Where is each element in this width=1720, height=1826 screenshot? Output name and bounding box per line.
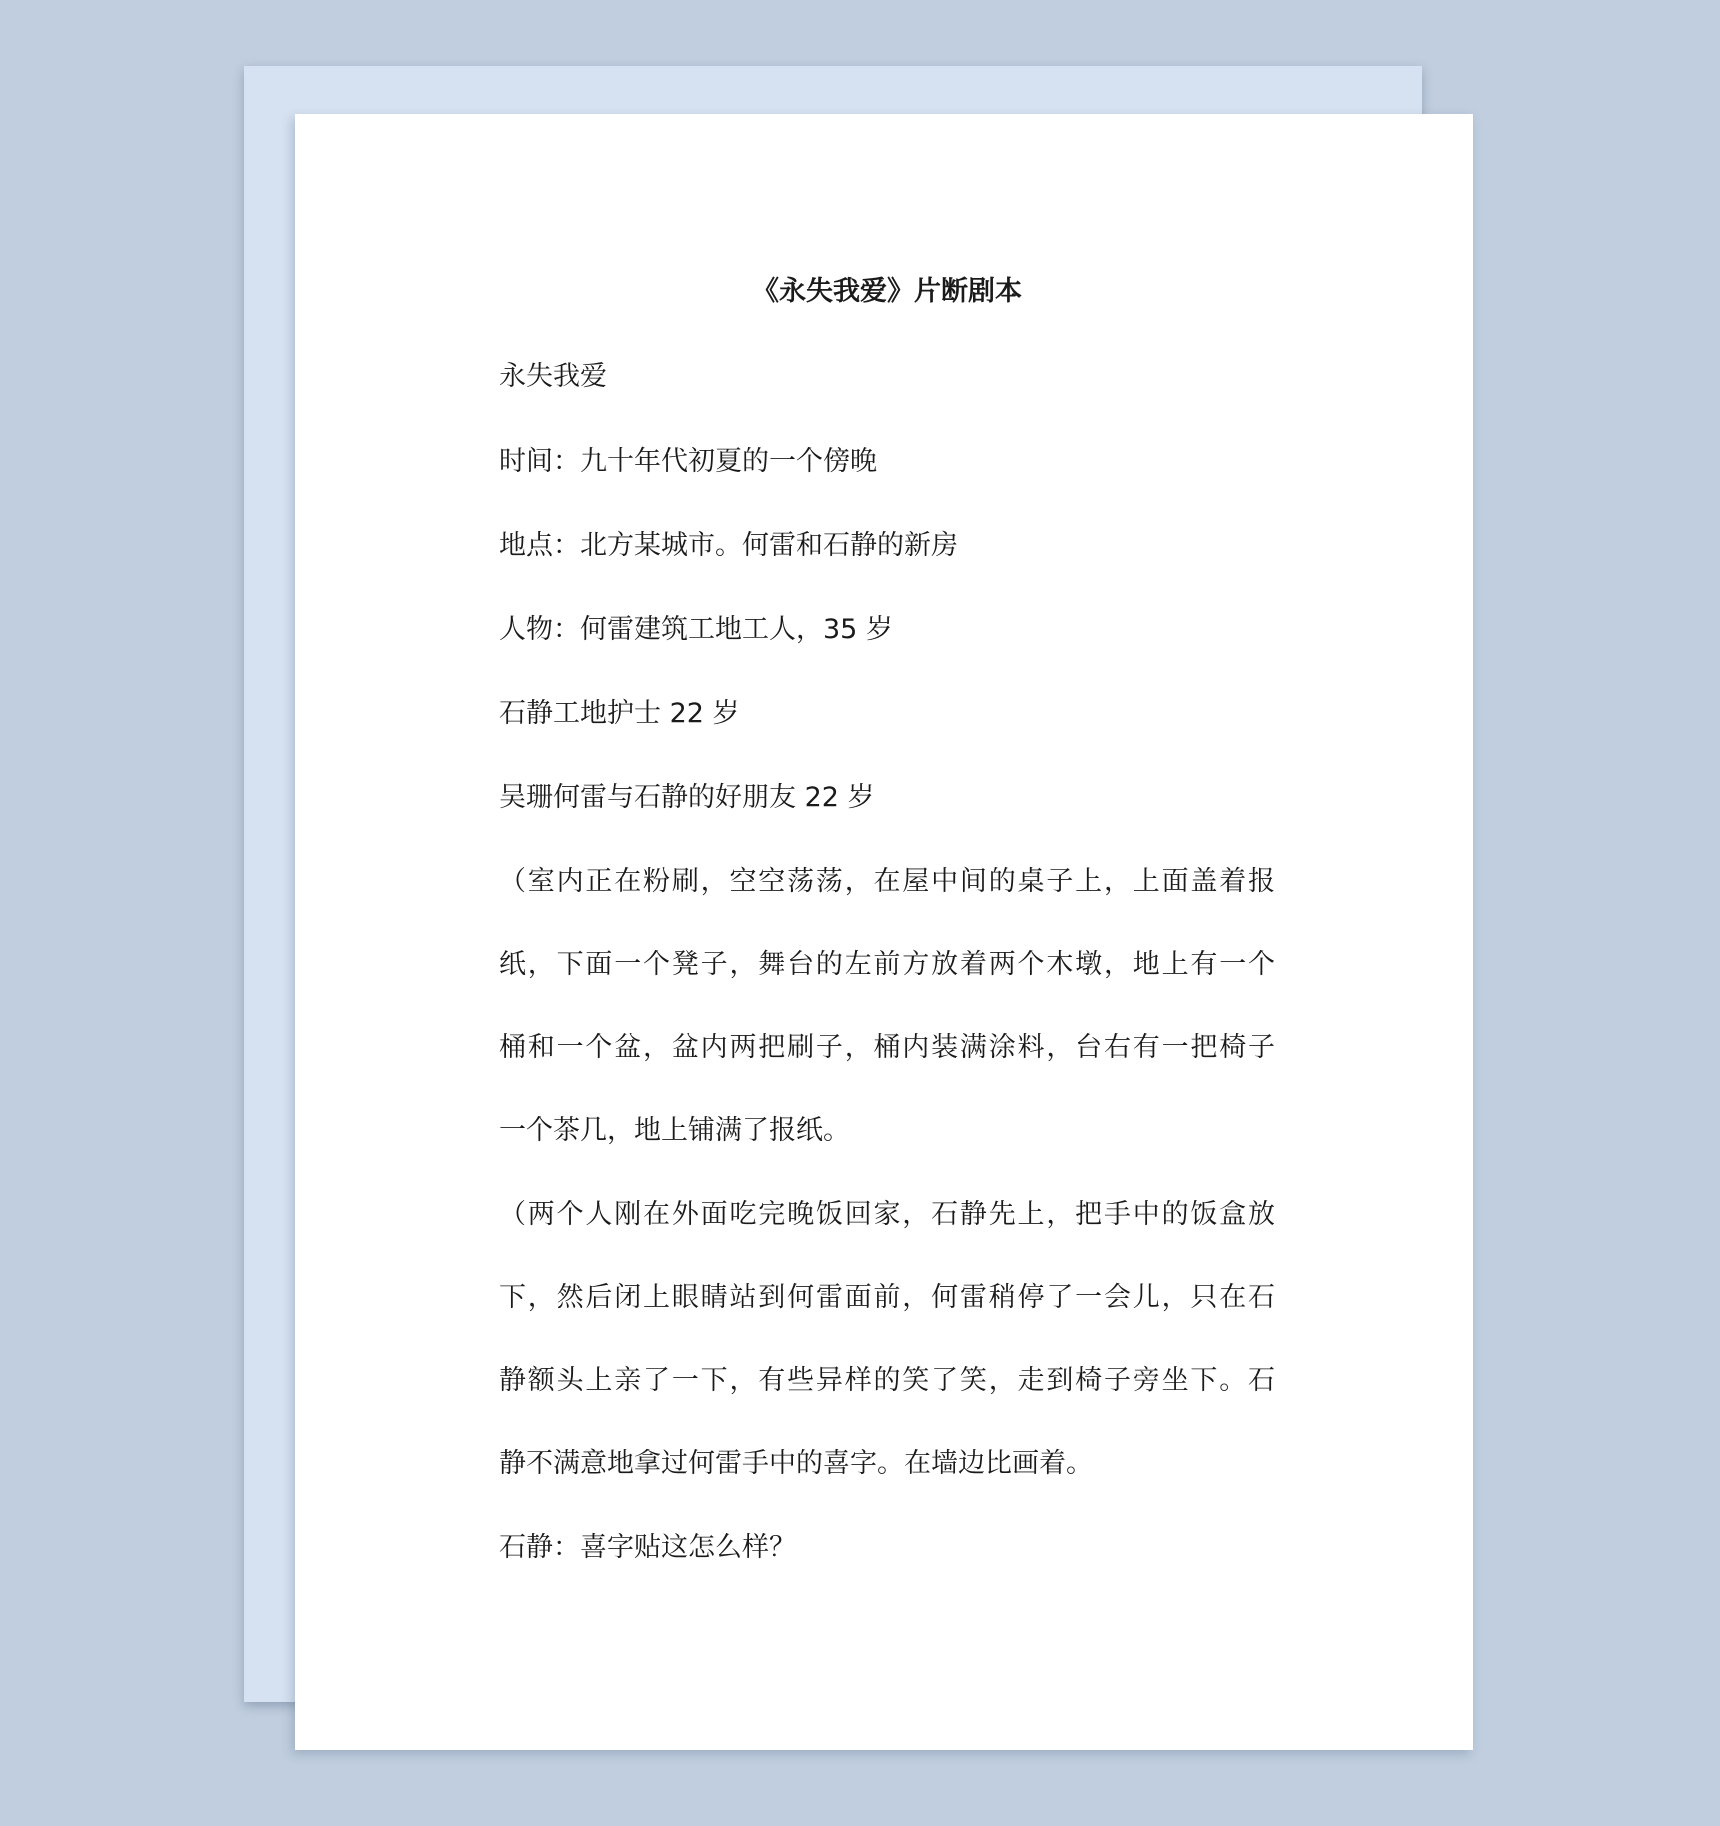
characters-line: 人物：何雷建筑工地工人，35 岁	[499, 614, 893, 645]
stage-direction-line: 桶和一个盆，盆内两把刷子，桶内装满涂料，台右有一把椅子	[499, 1032, 1275, 1063]
location-line: 地点：北方某城市。何雷和石静的新房	[499, 530, 958, 561]
document-page	[295, 114, 1473, 1750]
stage-direction-line: （室内正在粉刷，空空荡荡，在屋中间的桌子上，上面盖着报	[499, 866, 1275, 897]
document-title: 《永失我爱》片断剧本	[752, 276, 1022, 307]
stage-direction-line: 静不满意地拿过何雷手中的喜字。在墙边比画着。	[499, 1448, 1093, 1479]
dialogue-line: 石静：喜字贴这怎么样？	[499, 1532, 796, 1563]
stage-direction-line: 纸，下面一个凳子，舞台的左前方放着两个木墩，地上有一个	[499, 949, 1275, 980]
stage-direction-line: 一个茶几，地上铺满了报纸。	[499, 1115, 850, 1146]
character-shijing-line: 石静工地护士 22 岁	[499, 698, 740, 729]
stage-direction-line: 下，然后闭上眼睛站到何雷面前，何雷稍停了一会儿，只在石	[499, 1282, 1275, 1313]
stage-direction-line: （两个人刚在外面吃完晚饭回家，石静先上，把手中的饭盒放	[499, 1199, 1275, 1230]
character-wushan-line: 吴珊何雷与石静的好朋友 22 岁	[499, 782, 875, 813]
stage-direction-line: 静额头上亲了一下，有些异样的笑了笑，走到椅子旁坐下。石	[499, 1365, 1275, 1396]
script-title-line: 永失我爱	[499, 361, 607, 392]
time-line: 时间：九十年代初夏的一个傍晚	[499, 446, 877, 477]
